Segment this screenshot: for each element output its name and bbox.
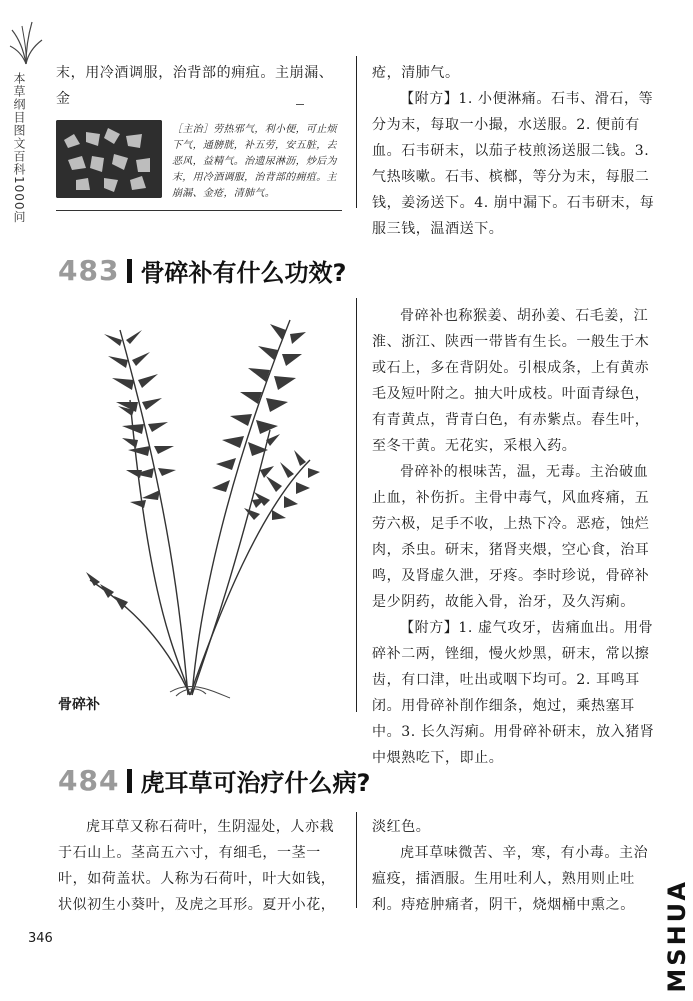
grass-icon: [8, 16, 44, 66]
section-483-title: 骨碎补有什么功效?: [140, 259, 347, 287]
fern-caption: 骨碎补: [58, 697, 100, 713]
sidebar-book-title: 本草纲目图文百科1000问: [12, 72, 26, 224]
top-left-line: 末，用冷酒调服，治背部的痈疽。主崩漏、金: [56, 65, 334, 107]
section-483-para-1: 骨碎补的根味苦，温，无毒。主治破血止血，补伤折。主骨中毒气，风血疼痛，五劳六极，足手不收，上热下冷。恶疮，蚀烂肉，杀虫。研末，猪肾夹煨，空心食，治耳鸣，及肾虚久泄，牙疼。李时珍说，骨碎补是少阴药，故能入骨，治牙，及久泻痢。: [372, 464, 650, 610]
top-right-para-1: 【附方】1. 小便淋痛。石韦、滑石，等分为末，每取一小撮，水送服。2. 便前有血。石韦研末，以茄子枝煎汤送服二钱。3. 气热咳嗽。石韦、槟榔，等分为末，每服二钱，姜汤送下。4. 崩中漏下。石韦研末，每服三钱，温酒送下。: [372, 91, 655, 237]
section-484-number: 484: [58, 764, 120, 797]
section-483-number: 483: [58, 254, 120, 287]
herb-thumbnail-image: [56, 120, 162, 198]
section-484-left-para: 虎耳草又称石荷叶，生阴湿处，人亦栽于石山上。茎高五六寸，有细毛，一茎一叶，如荷盖状。人称为石荷叶，叶大如钱，状似初生小葵叶，及虎之耳形。夏开小花，: [58, 819, 336, 913]
column-divider-484: [356, 812, 357, 908]
column-divider-top: [356, 56, 357, 208]
herb-note-box: [56, 120, 340, 206]
heading-bar: [127, 769, 132, 793]
top-right-para-0: 疮，清肺气。: [372, 65, 460, 81]
section-483-para-2: 【附方】1. 虚气攻牙，齿痛血出。用骨碎补二两，锉细，慢火炒黑，研末，常以擦齿，有口津，吐出或咽下均可。2. 耳鸣耳闭。用骨碎补削作细条，炮过，乘热塞耳中。3. 长久泻痢。用骨碎补研末，放入猪肾中煨熟吃下，即止。: [372, 620, 655, 766]
column-divider-483: [356, 298, 357, 712]
watermark-text: MSHUA: [663, 879, 691, 993]
section-484-right-para-0: 淡红色。: [372, 819, 431, 835]
section-483-heading: [58, 253, 346, 288]
page-number: 346: [28, 931, 53, 946]
section-484-title: 虎耳草可治疗什么病?: [140, 769, 371, 797]
heading-bar: [127, 259, 132, 283]
section-484-heading: [58, 763, 370, 798]
fern-illustration: [80, 310, 330, 702]
note-box-rule: [56, 210, 342, 211]
section-483-para-0: 骨碎补也称猴姜、胡孙姜、石毛姜，江淮、浙江、陕西一带皆有生长。一般生于木或石上，多在背阴处。引根成条，上有黄赤毛及短叶附之。抽大叶成枝。叶面青绿色，有青黄点，背青白色，有赤紫点。春生叶，至冬干黄。无花实，采根入药。: [372, 308, 650, 454]
herb-note-text: ［主治］劳热邪气，利小便，可止烦下气，通膀胱，补五劳，安五脏，去恶风，益精气。治遗尿淋沥，炒后为末，用冷酒调服，治背部的痈疽。主崩漏、金疮，清肺气。: [172, 124, 337, 199]
section-484-right-para-1: 虎耳草味微苦、辛，寒，有小毒。主治瘟疫，擂酒服。生用吐利人，熟用则止吐利。痔疮肿痛者，阴干，烧烟桶中熏之。: [372, 845, 649, 913]
small-dash: [296, 104, 304, 105]
